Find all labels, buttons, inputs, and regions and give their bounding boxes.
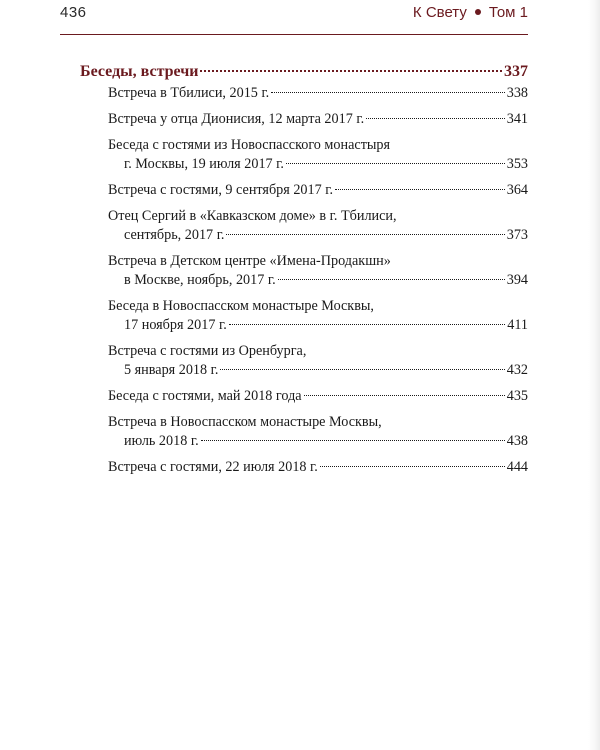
toc-entry[interactable] — [108, 297, 528, 335]
toc-entry-page-number: 438 — [506, 433, 528, 449]
toc-entry-title-line2: Встреча с гостями, 9 сентября 2017 г. — [108, 182, 334, 198]
toc-entry-last-line — [108, 110, 528, 129]
section-title: Беседы, встречи — [80, 63, 199, 80]
toc-entry-list — [108, 84, 528, 477]
toc-entry-last-line — [108, 155, 528, 174]
toc-entry-title-line1: Отец Сергий в «Кавказском доме» в г. Тбилиси, — [108, 208, 397, 224]
toc-entry-title-line1: Встреча в Детском центре «Имена-Продакшн» — [108, 253, 391, 269]
toc-entry[interactable] — [108, 387, 528, 406]
toc-entry-last-line — [108, 226, 528, 245]
running-header — [60, 0, 528, 38]
toc-entry-page-number: 341 — [506, 111, 528, 127]
toc-entry-last-line — [108, 84, 528, 103]
toc-entry-title-line2: в Москве, ноябрь, 2017 г. — [124, 272, 276, 288]
toc-entry-title-line2: Встреча у отца Дионисия, 12 марта 2017 г. — [108, 111, 365, 127]
dot-leader — [226, 234, 504, 235]
toc-entry-page-number: 435 — [506, 388, 528, 404]
toc-entry-page-number: 394 — [506, 272, 528, 288]
toc-entry-title-line2: 5 января 2018 г. — [124, 362, 219, 378]
toc-entry-last-line — [108, 458, 528, 477]
header-rule — [60, 34, 528, 35]
dot-leader — [366, 118, 505, 119]
toc-entry[interactable] — [108, 136, 528, 174]
dot-leader — [200, 70, 502, 72]
dot-leader — [220, 369, 504, 370]
page-number: 436 — [60, 4, 87, 21]
toc-entry-title-line2: сентябрь, 2017 г. — [124, 227, 225, 243]
table-of-contents — [80, 62, 528, 484]
dot-leader — [271, 92, 505, 93]
dot-leader — [201, 440, 505, 441]
bullet-separator-icon — [475, 9, 481, 15]
toc-entry-title-line2: г. Москвы, 19 июля 2017 г. — [124, 156, 284, 172]
dot-leader — [278, 279, 505, 280]
toc-entry-title-line2: Встреча с гостями, 22 июля 2018 г. — [108, 459, 318, 475]
toc-entry[interactable] — [108, 181, 528, 200]
toc-entry-title-line1: Беседа с гостями из Новоспасского монастыря — [108, 137, 391, 153]
running-title — [413, 4, 528, 21]
page-edge-shadow — [588, 0, 600, 750]
dot-leader — [335, 189, 505, 190]
dot-leader — [286, 163, 505, 164]
toc-entry[interactable] — [108, 342, 528, 380]
toc-entry-title-line2: июль 2018 г. — [124, 433, 199, 449]
toc-entry-last-line — [108, 271, 528, 290]
dot-leader — [229, 324, 505, 325]
toc-entry-page-number: 353 — [506, 156, 528, 172]
toc-entry-last-line — [108, 181, 528, 200]
toc-entry-title-line2: Встреча в Тбилиси, 2015 г. — [108, 85, 270, 101]
toc-entry[interactable] — [108, 252, 528, 290]
toc-entry-page-number: 444 — [506, 459, 528, 475]
toc-entry-page-number: 364 — [506, 182, 528, 198]
section-page-number: 337 — [504, 63, 528, 80]
volume-label: Том 1 — [488, 4, 528, 21]
toc-entry-last-line — [108, 316, 528, 335]
toc-entry[interactable] — [108, 458, 528, 477]
toc-entry-last-line — [108, 361, 528, 380]
toc-entry[interactable] — [108, 413, 528, 451]
toc-entry-page-number: 432 — [506, 362, 528, 378]
toc-entry-page-number: 411 — [507, 317, 528, 333]
toc-entry[interactable] — [108, 207, 528, 245]
book-title: К Свету — [412, 4, 467, 21]
toc-entry-title-line1: Встреча с гостями из Оренбурга, — [108, 343, 307, 359]
dot-leader — [320, 466, 505, 467]
toc-entry[interactable] — [108, 84, 528, 103]
toc-entry[interactable] — [108, 110, 528, 129]
toc-entry-title-line1: Встреча в Новоспасском монастыре Москвы, — [108, 414, 382, 430]
toc-entry-last-line — [108, 387, 528, 406]
toc-entry-title-line2: 17 ноября 2017 г. — [124, 317, 227, 333]
toc-entry-page-number: 373 — [506, 227, 528, 243]
toc-section-heading[interactable] — [80, 62, 528, 82]
toc-entry-page-number: 338 — [506, 85, 528, 101]
dot-leader — [304, 395, 505, 396]
toc-entry-title-line2: Беседа с гостями, май 2018 года — [108, 388, 302, 404]
toc-entry-title-line1: Беседа в Новоспасском монастыре Москвы, — [108, 298, 374, 314]
toc-entry-last-line — [108, 432, 528, 451]
